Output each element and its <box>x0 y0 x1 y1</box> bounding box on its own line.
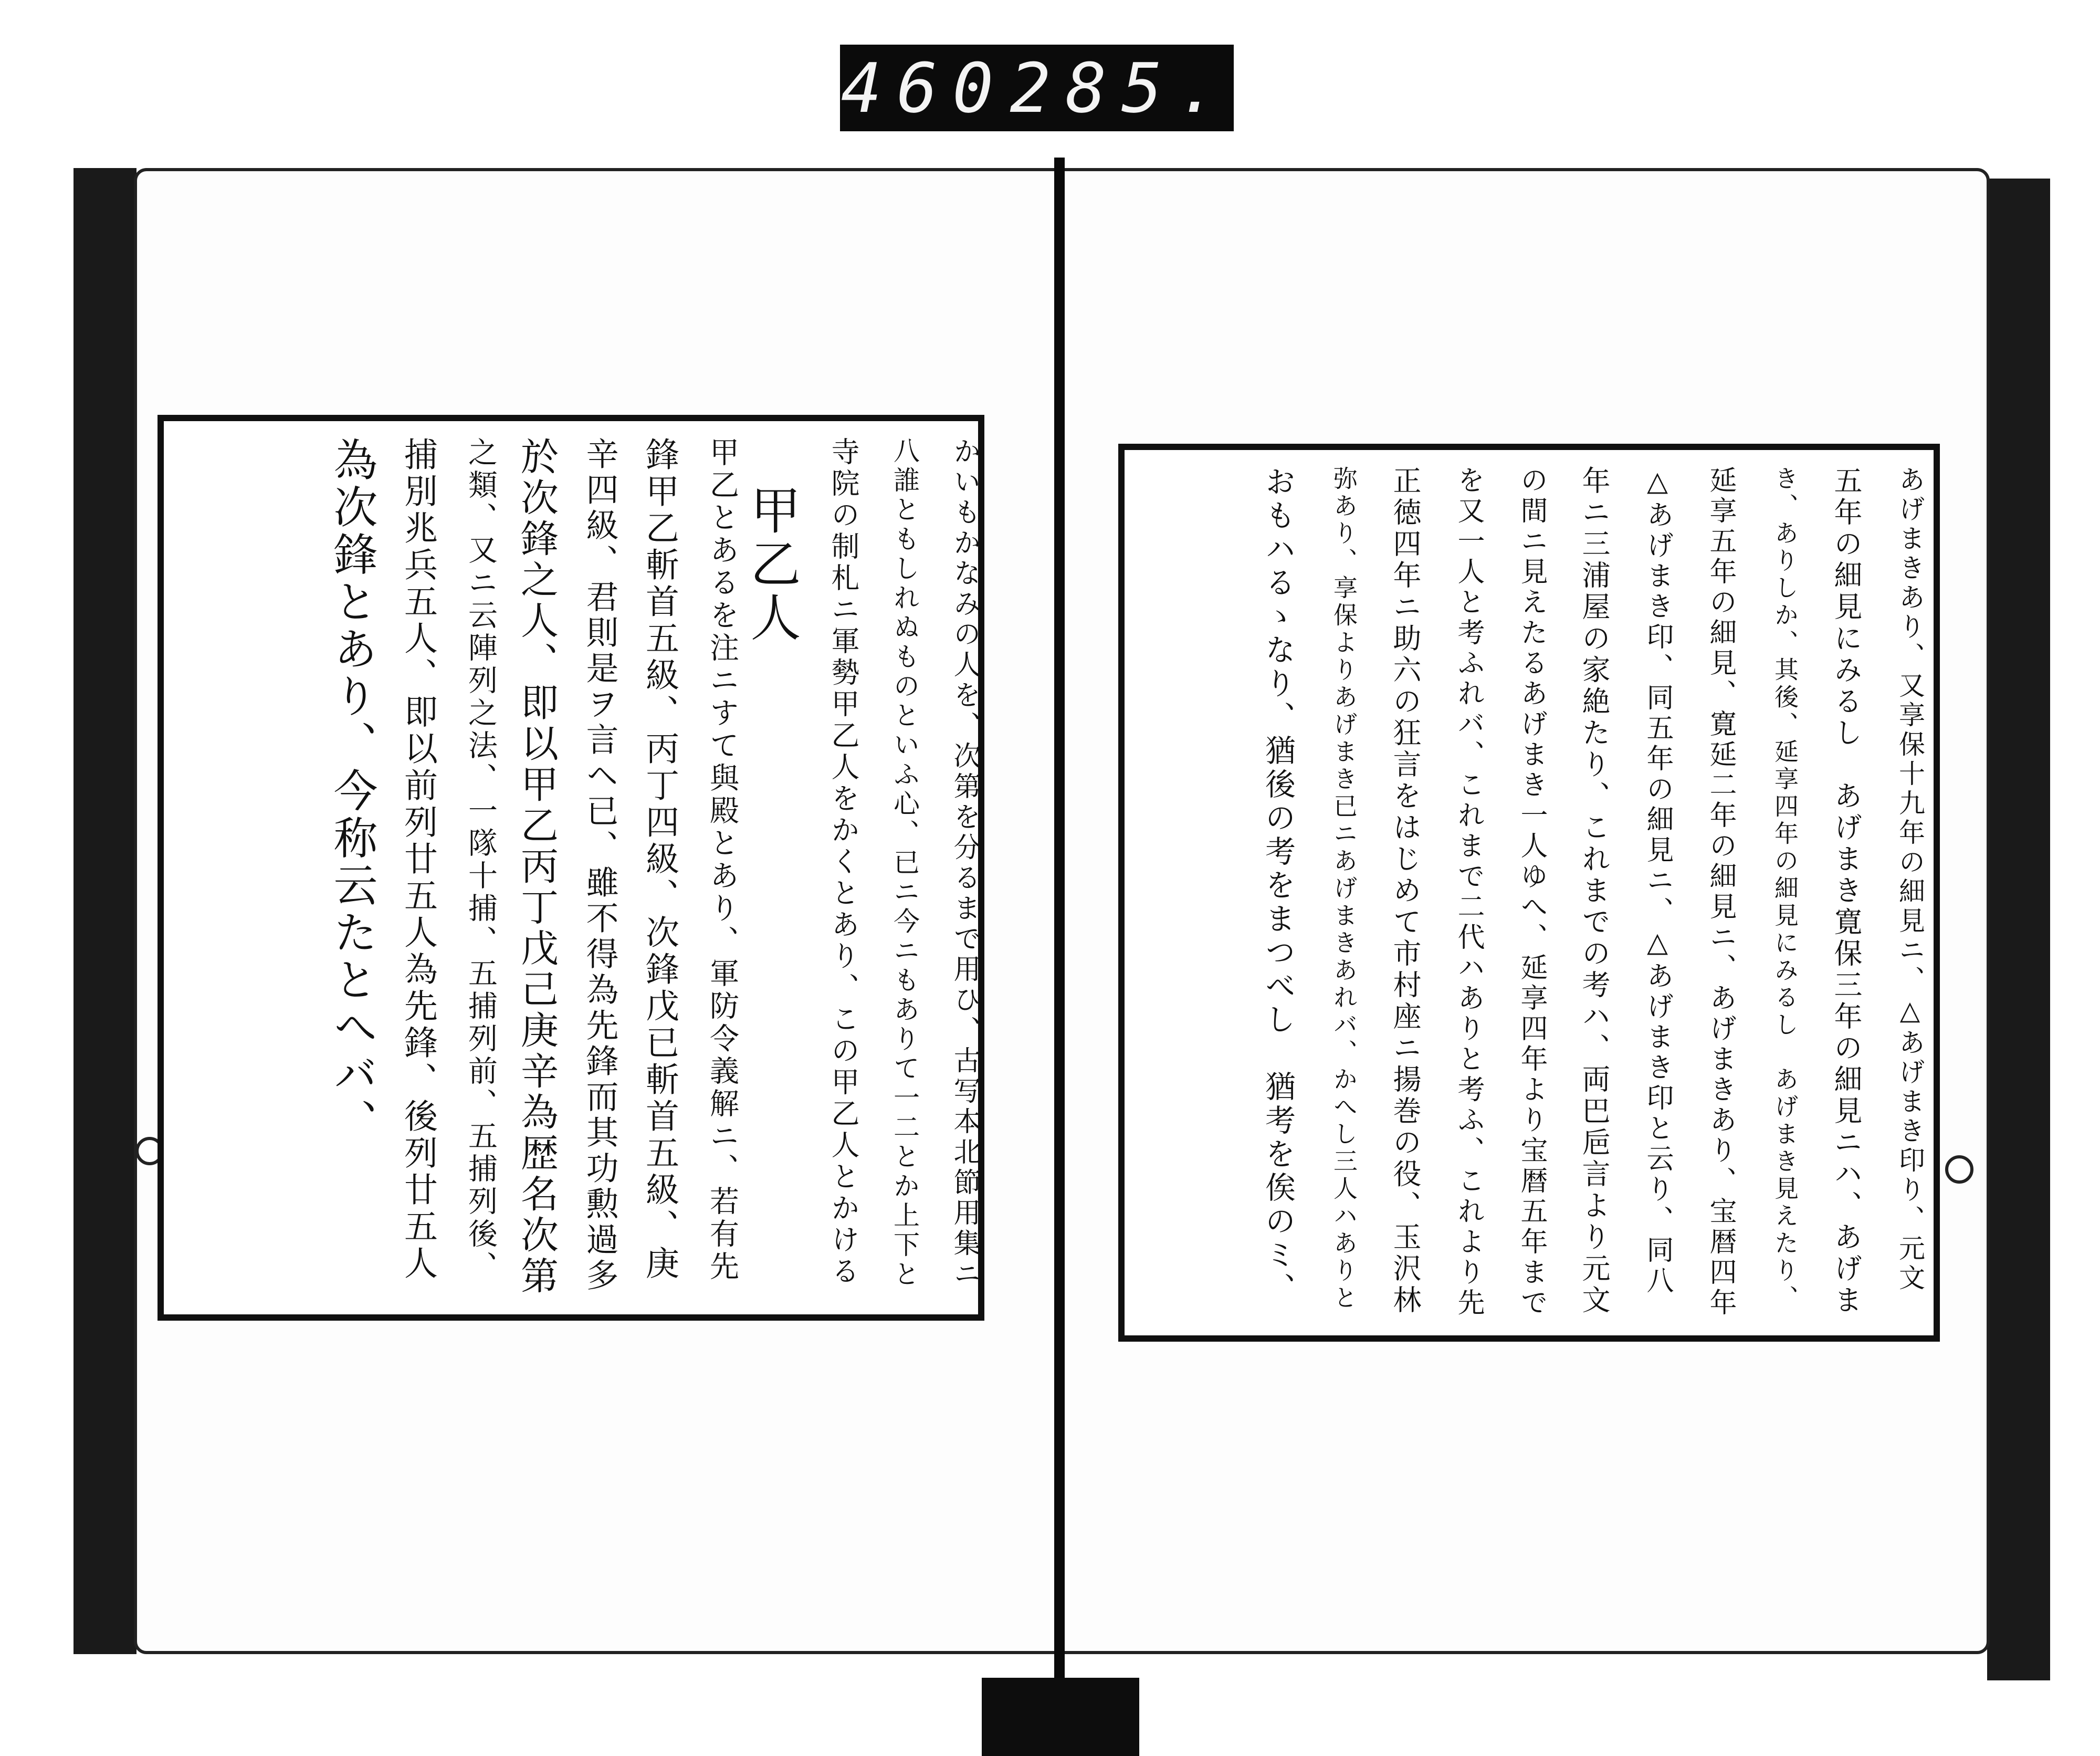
scanner-clasp <box>982 1678 1139 1756</box>
text-column: 之類、又ニ云陣列之法、一隊十捕、五捕列前、五捕列後、 <box>464 437 498 1283</box>
text-column: 年ニ三浦屋の家絶たり、これまでの考ハ、両巴巵言より元文 <box>1578 466 1611 1316</box>
text-column: 為次鋒とあり、今称云たとへバ、 <box>327 437 378 1146</box>
catalog-number-left: 460 <box>841 48 1009 128</box>
text-column: 於次鋒之人、即以甲乙丙丁戊己庚辛為歴名次第 <box>514 437 559 1297</box>
text-column: 甲乙とあるを注ニすて與殿とあり、軍防令義解ニ、若有先 <box>705 437 739 1283</box>
catalog-number-right: 285. <box>1010 48 1233 128</box>
text-column: おもハるゝなり、猶後の考をまつべし 猶考を俟のミ、 <box>1260 466 1296 1306</box>
text-column: 鋒甲乙斬首五級、丙丁四級、次鋒戊已斬首五級、庚 <box>640 437 679 1282</box>
book-edge-right <box>1987 179 2050 1680</box>
text-column: 捕別兆兵五人、即以前列廿五人為先鋒、後列廿五人 <box>398 437 437 1282</box>
text-column: の間ニ見えたるあげまき一人ゆへ、延享四年より宝暦五年まで <box>1516 466 1547 1319</box>
right-text-frame <box>1118 444 1940 1342</box>
text-column: き、ありしか、其後、延享四年の細見にみるし あげまき見えたり、 <box>1771 466 1799 1312</box>
text-column: を又一人と考ふれバ、これまで二代ハありと考ふ、これより先 <box>1453 466 1484 1319</box>
text-column: 寺院の制札ニ軍勢甲乙人をかくとあり、この甲乙人とかける <box>827 437 860 1288</box>
text-column: 正徳四年ニ助六の狂言をはじめて市村座ニ揚巻の役、玉沢林 <box>1389 466 1422 1316</box>
book-edge-left <box>74 168 136 1654</box>
text-column: かいもかなみの人を、次第を分るまで用ひ、古写本北節用集ニ <box>949 437 980 1290</box>
text-column: △あげまき印、同五年の細見ニ、△あげまき印と云り、同八 <box>1642 466 1673 1297</box>
catalog-tag <box>840 45 1234 131</box>
text-column: 八誰ともしれぬものといふ心、已ニ今ニもありて一二とか上下と <box>889 437 920 1290</box>
text-column: 五年の細見にみるし あげまき寛保三年の細見ニハ、あげま <box>1830 466 1863 1316</box>
left-text-frame <box>158 415 984 1321</box>
text-column: 延享五年の細見、寛延二年の細見ニ、あげまきあり、宝暦四年 <box>1705 466 1736 1319</box>
book-gutter <box>1054 158 1065 1712</box>
text-column: あげまきあり、又享保十九年の細見ニ、△あげまき印り、元文 <box>1895 466 1925 1293</box>
text-column: 辛四級、君則是ヲ言ヘ已、雖不得為先鋒而其功勲過多 <box>581 437 619 1294</box>
section-heading: 甲乙人 <box>742 484 801 645</box>
binding-hole-right <box>1945 1155 1973 1184</box>
text-column: 弥あり、享保よりあげまき已ニあげまきあれバ、かへし三人ハありと <box>1330 466 1358 1312</box>
